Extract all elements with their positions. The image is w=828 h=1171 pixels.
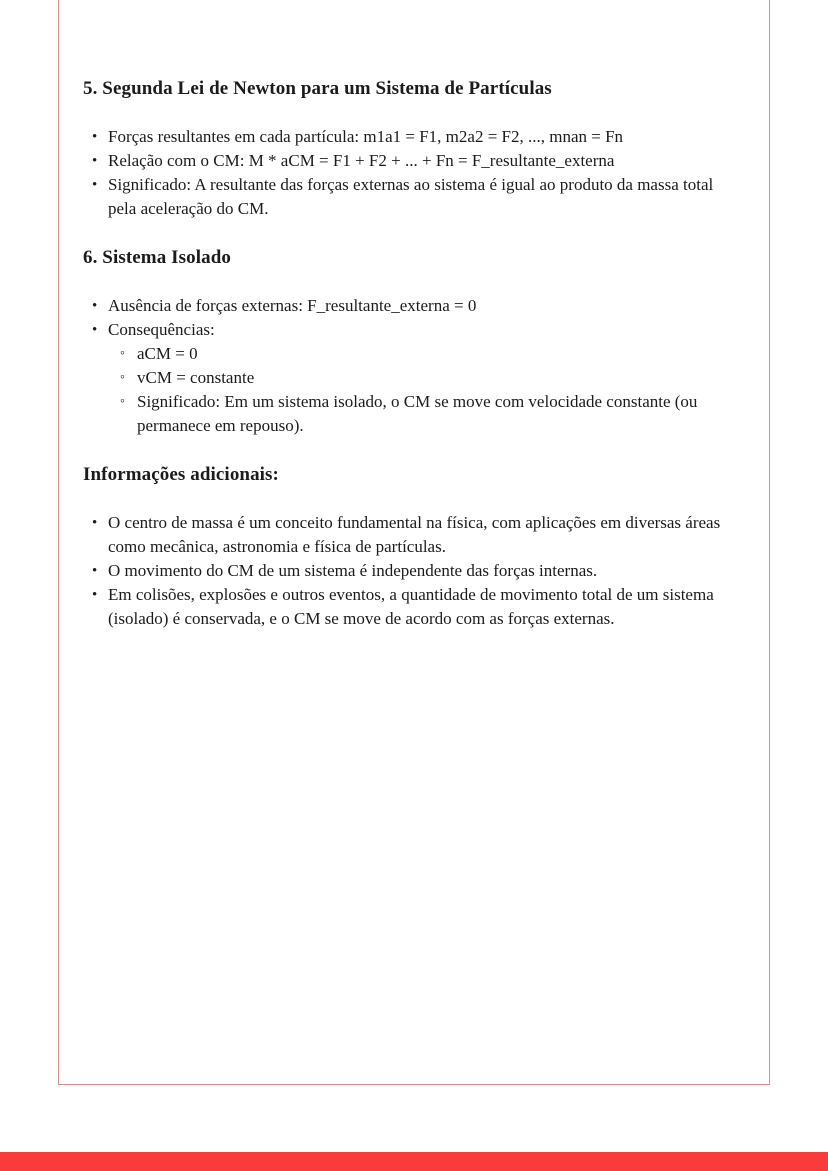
section-heading: 6. Sistema Isolado [83, 247, 232, 268]
section-heading: Informações adicionais: [83, 464, 279, 485]
list-item [92, 559, 743, 583]
list-item-text: Consequências: [108, 320, 215, 339]
circle-bullet-icon: ◦ [120, 394, 125, 409]
list-item-text: Significado: A resultante das forças externas ao sistema é igual ao produto da massa total pela aceleração do CM. [108, 175, 714, 218]
bullet-dot-icon: • [92, 563, 98, 579]
list-item [92, 149, 743, 173]
section-newton-second-law [83, 77, 743, 221]
bullet-dot-icon: • [92, 177, 98, 193]
bullet-dot-icon: • [92, 587, 98, 603]
section-additional-info [83, 463, 743, 631]
list-item-text: O centro de massa é um conceito fundamental na física, com aplicações em diversas áreas como mecânica, astronomia e física de partículas. [108, 513, 721, 556]
list-item-text: O movimento do CM de um sistema é independente das forças internas. [108, 561, 598, 580]
sub-bullet-list [108, 342, 743, 438]
section-isolated-system [83, 246, 743, 438]
sub-list-item [120, 342, 743, 366]
list-item-text: Ausência de forças externas: F_resultante_externa = 0 [108, 296, 477, 315]
bullet-list [83, 125, 743, 221]
sub-list-item-text: aCM = 0 [137, 344, 198, 363]
section-heading: 5. Segunda Lei de Newton para um Sistema de Partículas [83, 78, 552, 99]
bullet-list [83, 511, 743, 631]
list-item-text: Forças resultantes em cada partícula: m1a1 = F1, m2a2 = F2, ..., mnan = Fn [108, 127, 624, 146]
sub-list-item-text: Significado: Em um sistema isolado, o CM se move com velocidade constante (ou permanece em repouso). [137, 392, 698, 435]
document-content [59, 0, 769, 631]
list-item-text: Relação com o CM: M * aCM = F1 + F2 + ... + Fn = F_resultante_externa [108, 151, 615, 170]
circle-bullet-icon: ◦ [120, 370, 125, 385]
sub-list-item [120, 390, 743, 438]
circle-bullet-icon: ◦ [120, 346, 125, 361]
bottom-accent-bar [0, 1152, 828, 1171]
sub-list-item-text: vCM = constante [137, 368, 255, 387]
bullet-dot-icon: • [92, 322, 98, 338]
bullet-dot-icon: • [92, 153, 98, 169]
sub-list-item [120, 366, 743, 390]
page-frame [58, 0, 770, 1085]
list-item [92, 173, 743, 221]
bullet-dot-icon: • [92, 515, 98, 531]
list-item [92, 294, 743, 318]
list-item [92, 583, 743, 631]
list-item [92, 125, 743, 149]
bullet-list [83, 294, 743, 438]
list-item-body [108, 318, 743, 438]
list-item-text: Em colisões, explosões e outros eventos, a quantidade de movimento total de um sistema (isolado) é conservada, e o CM se move de acordo com as forças externas. [108, 585, 714, 628]
list-item [92, 511, 743, 559]
bullet-dot-icon: • [92, 298, 98, 314]
bullet-dot-icon: • [92, 129, 98, 145]
list-item [92, 318, 743, 438]
